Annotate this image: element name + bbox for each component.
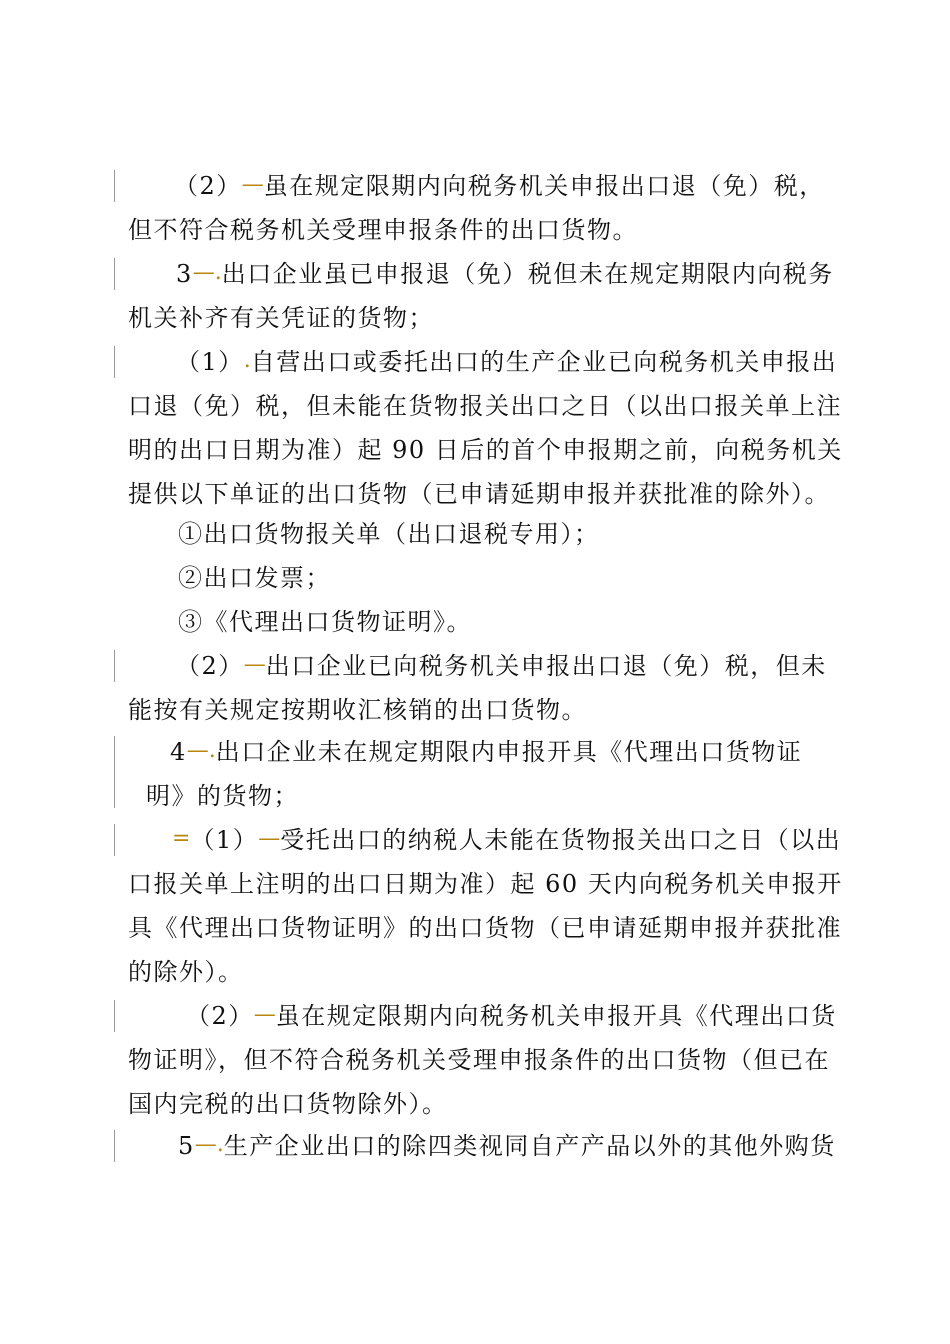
revision-bar — [114, 650, 115, 682]
paragraph-line — [128, 164, 850, 208]
item-number: 3 — [176, 260, 193, 288]
line-text: 虽在规定限期内向税务机关申报开具《代理出口货 — [275, 1002, 837, 1030]
line-text: 出口企业虽已申报退（免）税但未在规定期限内向税务 — [221, 260, 834, 288]
revision-bar — [114, 170, 115, 202]
paragraph-line — [128, 1124, 850, 1168]
paragraph-line: 的除外）。 — [128, 958, 244, 986]
paragraph-11 — [128, 1124, 850, 1168]
line-text: 虽在规定限期内向税务机关申报出口退（免）税， — [263, 172, 825, 200]
paragraph-10 — [128, 994, 850, 1126]
revision-bar — [114, 346, 115, 378]
line-text: 出口企业已向税务机关申报出口退（免）税，但未 — [265, 652, 827, 680]
paragraph-8 — [128, 730, 850, 818]
revision-mark: —. — [192, 260, 222, 285]
paragraph-line — [128, 340, 850, 384]
paragraph-line: 口退（免）税，但未能在货物报关出口之日（以出口报关单上注 — [128, 392, 842, 420]
revision-mark: —. — [194, 1132, 224, 1157]
line-text: 出口企业未在规定期限内申报开具《代理出口货物证 — [215, 738, 803, 766]
paragraph-line: 口报关单上注明的出口日期为准）起 60 天内向税务机关申报开 — [128, 870, 843, 898]
revision-bar — [114, 736, 115, 808]
revision-mark: —. — [186, 738, 216, 763]
paragraph-7 — [128, 644, 850, 732]
paragraph-line: 国内完税的出口货物除外）。 — [128, 1090, 448, 1118]
revision-mark: = — [172, 826, 191, 851]
revision-mark: — — [243, 652, 266, 677]
item-number: （2） — [186, 1002, 254, 1030]
item-number: （1） — [190, 826, 259, 854]
revision-mark: — — [253, 1002, 276, 1027]
revision-mark: . — [243, 348, 251, 373]
paragraph-2 — [128, 252, 850, 340]
paragraph-9 — [128, 818, 850, 994]
item-number: 5 — [178, 1132, 195, 1160]
paragraph-line: 提供以下单证的出口货物（已申请延期申报并获批准的除外）。 — [128, 480, 830, 508]
item-number: （1） — [176, 348, 244, 376]
paragraph-line: 明的出口日期为准）起 90 日后的首个申报期之前，向税务机关 — [128, 436, 843, 464]
revision-bar — [114, 1000, 115, 1032]
paragraph-3 — [128, 340, 850, 516]
revision-bar — [114, 1130, 115, 1162]
paragraph-line — [128, 644, 850, 688]
line-text: 自营出口或委托出口的生产企业已向税务机关申报出 — [250, 348, 838, 376]
line-text: 受托出口的纳税人未能在货物报关出口之日（以出 — [280, 826, 842, 854]
list-item: ①出口货物报关单（出口退税专用）； — [178, 520, 600, 548]
paragraph-line — [128, 994, 850, 1038]
paragraph-line — [128, 730, 850, 774]
paragraph-6 — [128, 600, 850, 644]
revision-bar — [114, 258, 115, 290]
paragraph-line: 具《代理出口货物证明》的出口货物（已申请延期申报并获批准 — [128, 914, 842, 942]
paragraph-1 — [128, 164, 850, 252]
paragraph-line: 明》的货物； — [146, 782, 299, 810]
paragraph-line: 机关补齐有关凭证的货物； — [128, 304, 434, 332]
paragraph-line: 能按有关规定按期收汇核销的出口货物。 — [128, 696, 587, 724]
item-number: （2） — [174, 172, 242, 200]
revision-mark: — — [258, 826, 281, 851]
paragraph-line — [128, 252, 850, 296]
item-number: 4 — [170, 738, 187, 766]
paragraph-line — [128, 818, 850, 862]
revision-mark: — — [241, 172, 264, 197]
paragraph-4 — [128, 512, 850, 556]
paragraph-line: 物证明》，但不符合税务机关受理申报条件的出口货物（但已在 — [128, 1046, 830, 1074]
list-item: ③《代理出口货物证明》。 — [178, 608, 472, 636]
paragraph-line: 但不符合税务机关受理申报条件的出口货物。 — [128, 216, 638, 244]
item-number: （2） — [176, 652, 244, 680]
paragraph-5 — [128, 556, 850, 600]
line-text: 生产企业出口的除四类视同自产产品以外的其他外购货 — [223, 1132, 836, 1160]
list-item: ②出口发票； — [178, 564, 331, 592]
revision-bar — [114, 824, 115, 856]
